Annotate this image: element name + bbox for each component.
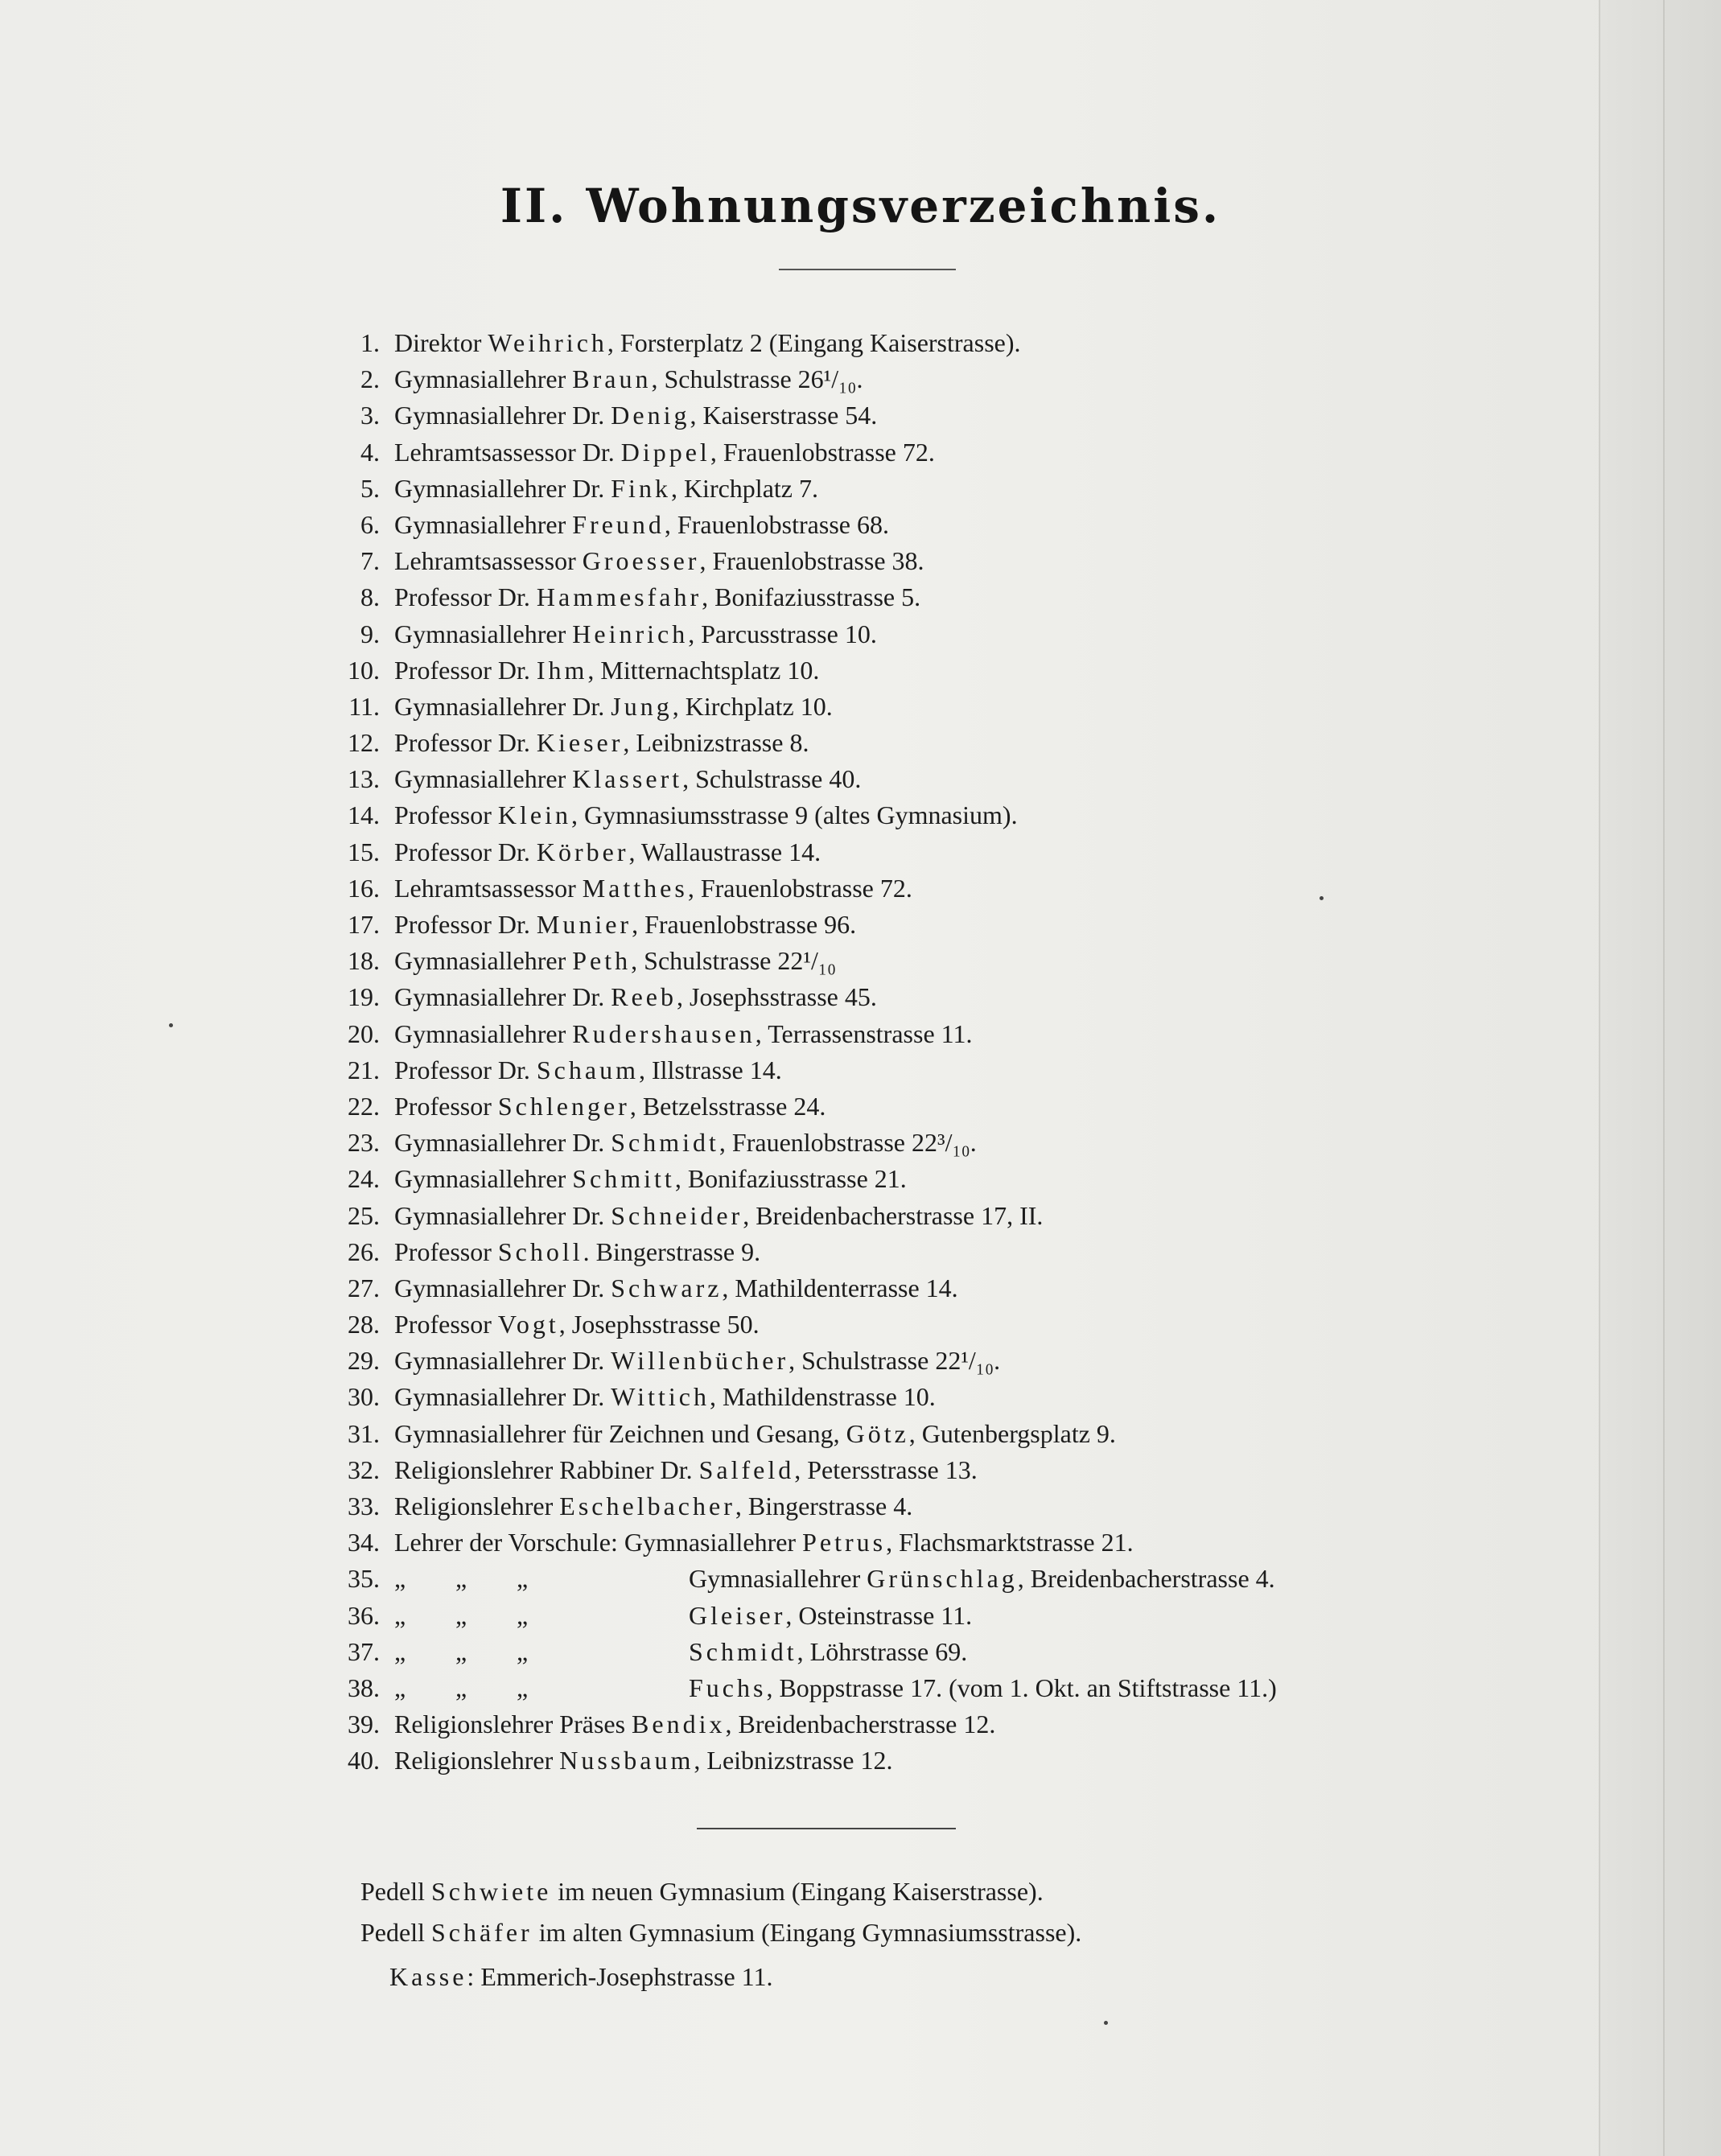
entry-title: Gymnasiallehrer <box>394 364 573 394</box>
entry-number: 17. <box>348 910 380 939</box>
list-item <box>322 543 1448 579</box>
ditto-marks <box>394 1561 578 1597</box>
entry-name: Eschelbacher <box>559 1492 735 1520</box>
list-item <box>322 1488 1448 1524</box>
entry-name: Wittich <box>611 1382 710 1412</box>
entry-name: Fink <box>611 473 671 503</box>
entry-name: Rudershausen <box>572 1018 756 1048</box>
list-item <box>322 1706 1448 1742</box>
entry-name: Schaum <box>536 1055 639 1084</box>
entry-address: , Forsterplatz 2 (Eingang Kaiserstrasse). <box>607 328 1021 357</box>
entry-address: , Parcusstrasse 10. <box>688 619 877 648</box>
list-item <box>322 1524 1448 1561</box>
footer-pedell-2 <box>360 1912 1081 1953</box>
entry-name: Fuchs <box>689 1673 767 1702</box>
entry-text <box>394 1088 826 1125</box>
entry-name: Jung <box>611 691 673 721</box>
entry-name: Schneider <box>611 1200 743 1230</box>
list-item <box>322 1742 1448 1779</box>
list-item <box>322 979 1448 1015</box>
ditto-mark: „ <box>394 1673 406 1702</box>
entry-number: 5. <box>360 473 380 503</box>
entry-address: , Frauenlobstrasse 72. <box>687 873 912 903</box>
entry-number: 31. <box>348 1418 380 1448</box>
entry-name: Schwarz <box>611 1273 723 1302</box>
entry-name: Bendix <box>632 1710 726 1739</box>
entry-title: Gymnasiallehrer <box>689 1564 867 1594</box>
entry-text <box>394 797 1018 833</box>
entry-number: 22. <box>348 1091 380 1121</box>
entry-name: Klein <box>497 800 571 830</box>
list-item <box>322 1379 1448 1415</box>
ditto-mark: „ <box>517 1564 529 1594</box>
entry-name: Reeb <box>611 982 677 1012</box>
list-item <box>322 1343 1448 1379</box>
entry-number: 28. <box>348 1310 380 1339</box>
ditto-mark: „ <box>394 1600 406 1630</box>
entry-title: Lehramtsassessor <box>394 546 583 576</box>
footer-pedell-2-pre: Pedell <box>360 1918 431 1947</box>
entry-name: Körber <box>536 837 629 866</box>
entry-number: 26. <box>348 1236 380 1266</box>
entry-title: Gymnasiallehrer <box>394 1018 573 1048</box>
entry-number: 8. <box>360 582 380 612</box>
list-item <box>322 616 1448 652</box>
entry-title: Gymnasiallehrer für Zeichnen und Gesang, <box>394 1418 846 1448</box>
entry-address: , Petersstrasse 13. <box>794 1454 978 1484</box>
ditto-mark: „ <box>517 1600 529 1630</box>
entry-title: Professor <box>394 1091 498 1121</box>
entry-address: , Mathildenstrasse 10. <box>709 1382 936 1412</box>
entry-number: 10. <box>348 655 380 685</box>
entry-address: , Breidenbacherstrasse 12. <box>725 1710 996 1739</box>
entry-title: Gymnasiallehrer Dr. <box>394 1382 611 1412</box>
list-item <box>322 725 1448 761</box>
entry-text <box>394 1198 1043 1234</box>
entry-number: 39. <box>348 1710 380 1739</box>
entry-text <box>394 1052 782 1088</box>
entry-text <box>394 397 877 434</box>
entry-name: Willenbücher <box>611 1346 789 1376</box>
ditto-mark: „ <box>455 1600 467 1630</box>
entry-name: Denig <box>611 401 690 430</box>
entry-number: 11. <box>348 691 380 721</box>
footer-pedell-1 <box>360 1871 1081 1912</box>
entry-address: , Osteinstrasse 11. <box>785 1600 973 1630</box>
list-item <box>322 870 1448 907</box>
entry-title: Religionslehrer Präses <box>394 1710 632 1739</box>
entry-address: , Josephsstrasse 45. <box>677 982 877 1012</box>
entry-number: 12. <box>348 728 380 758</box>
list-item <box>322 761 1448 797</box>
entry-text <box>689 1670 1277 1706</box>
entry-text <box>394 1488 912 1524</box>
list-item <box>322 834 1448 870</box>
entry-address: , Kirchplatz 7. <box>670 473 818 503</box>
list-item <box>322 1270 1448 1306</box>
entry-number: 27. <box>348 1273 380 1302</box>
ditto-mark: „ <box>517 1673 529 1702</box>
list-item <box>322 1416 1448 1452</box>
entry-title: Gymnasiallehrer <box>394 509 573 539</box>
footer-pedell-1-post: im neuen Gymnasium (Eingang Kaiserstrasse). <box>551 1877 1044 1906</box>
entry-number: 7. <box>360 546 380 576</box>
entry-name: Groesser <box>582 546 700 576</box>
entry-title: Religionslehrer <box>394 1746 560 1775</box>
entry-text <box>394 1416 1116 1452</box>
entry-text <box>394 1016 972 1052</box>
entry-title: Professor Dr. <box>394 655 537 685</box>
entry-number: 14. <box>348 800 380 830</box>
entry-text <box>394 1270 958 1306</box>
list-item <box>322 1198 1448 1234</box>
entry-number: 9. <box>360 619 380 648</box>
list-item <box>322 434 1448 471</box>
entry-address: , Bingerstrasse 4. <box>735 1492 913 1520</box>
entry-address: , Wallaustrasse 14. <box>628 837 821 866</box>
entry-address: , Frauenlobstrasse 96. <box>632 910 857 939</box>
entry-title: Direktor <box>394 328 488 357</box>
footer-kasse-address: : Emmerich-Josephstrasse 11. <box>467 1962 773 1991</box>
entry-title: Lehramtsassessor <box>394 873 583 903</box>
list-item <box>322 1634 1448 1670</box>
entry-title: Professor Dr. <box>394 728 537 758</box>
list-item <box>322 652 1448 689</box>
entry-address: , Schulstrasse 26¹/₁₀. <box>651 364 863 394</box>
entry-number: 16. <box>348 873 380 903</box>
ditto-mark: „ <box>455 1564 467 1594</box>
ditto-mark: „ <box>394 1636 406 1666</box>
entry-name: Munier <box>536 910 632 939</box>
entry-title: Professor Dr. <box>394 837 537 866</box>
entry-name: Braun <box>572 364 652 394</box>
entry-text <box>394 834 821 870</box>
entry-title: Professor Dr. <box>394 582 537 612</box>
entry-number: 37. <box>348 1636 380 1666</box>
entry-address: , Boppstrasse 17. (vom 1. Okt. an Stiftstrasse 11.) <box>766 1673 1277 1702</box>
entry-address: , Mathildenterrasse 14. <box>722 1273 958 1302</box>
list-item <box>322 907 1448 943</box>
entry-text <box>394 652 819 689</box>
entry-title: Professor Dr. <box>394 910 537 939</box>
entry-title: Professor Dr. <box>394 1055 537 1084</box>
ditto-mark: „ <box>517 1636 529 1666</box>
entry-name: Schlenger <box>497 1091 630 1121</box>
entry-address: , Kirchplatz 10. <box>672 691 833 721</box>
entry-number: 1. <box>360 328 380 357</box>
list-item <box>322 1234 1448 1270</box>
page-title: II. Wohnungsverzeichnis. <box>500 179 1221 233</box>
entry-text <box>689 1598 972 1634</box>
entry-title: Gymnasiallehrer <box>394 1164 573 1194</box>
list-item <box>322 1052 1448 1088</box>
entry-address: , Gymnasiumsstrasse 9 (altes Gymnasium). <box>570 800 1018 830</box>
entry-name: Vogt <box>497 1310 559 1339</box>
entry-name: Götz <box>846 1418 909 1448</box>
entry-address: . Bingerstrasse 9. <box>583 1236 761 1266</box>
entry-title: Religionslehrer Rabbiner Dr. <box>394 1454 699 1484</box>
entry-address: , Löhrstrasse 69. <box>797 1636 968 1666</box>
entry-text <box>394 361 863 397</box>
list-item <box>322 1452 1448 1488</box>
entry-number: 24. <box>348 1164 380 1194</box>
entry-name: Dippel <box>620 437 710 467</box>
entry-text <box>394 907 856 943</box>
entry-number: 36. <box>348 1600 380 1630</box>
entry-address: , Bonifaziusstrasse 21. <box>674 1164 907 1194</box>
list-item <box>322 507 1448 543</box>
entry-text <box>394 1161 907 1197</box>
entry-title: Professor <box>394 1236 498 1266</box>
entry-number: 4. <box>360 437 380 467</box>
entry-title: Gymnasiallehrer <box>394 764 573 794</box>
entry-number: 38. <box>348 1673 380 1702</box>
ditto-mark: „ <box>394 1564 406 1594</box>
entry-name: Petrus <box>802 1528 887 1557</box>
entry-number: 3. <box>360 401 380 430</box>
list-item <box>322 689 1448 725</box>
entry-name: Scholl <box>497 1236 583 1266</box>
entry-text <box>394 979 877 1015</box>
entry-address: , Schulstrasse 22¹/₁₀ <box>631 946 837 976</box>
entry-text <box>394 1234 760 1270</box>
entry-title: Gymnasiallehrer Dr. <box>394 473 611 503</box>
entry-name: Salfeld <box>698 1454 795 1484</box>
entry-text <box>394 579 920 615</box>
entry-number: 6. <box>360 509 380 539</box>
list-item <box>322 397 1448 434</box>
list-item <box>322 361 1448 397</box>
entry-name: Gleiser <box>689 1600 786 1630</box>
entry-text <box>394 870 912 907</box>
entry-number: 15. <box>348 837 380 866</box>
entry-text <box>689 1561 1275 1597</box>
entry-title: Gymnasiallehrer Dr. <box>394 1273 611 1302</box>
entry-number: 35. <box>348 1564 380 1594</box>
entry-number: 34. <box>348 1528 380 1557</box>
list-item <box>322 797 1448 833</box>
list-item <box>322 1670 1448 1706</box>
entry-name: Grünschlag <box>867 1564 1018 1594</box>
entry-text <box>394 543 924 579</box>
entry-address: , Betzelsstrasse 24. <box>629 1091 826 1121</box>
entry-address: , Leibnizstrasse 8. <box>623 728 809 758</box>
entry-address: , Bonifaziusstrasse 5. <box>702 582 921 612</box>
entry-number: 33. <box>348 1492 380 1520</box>
entry-address: , Breidenbacherstrasse 4. <box>1017 1564 1275 1594</box>
entry-title: Gymnasiallehrer Dr. <box>394 1128 611 1158</box>
entry-text <box>394 1125 977 1161</box>
footer-pedell-1-name: Schwiete <box>430 1877 552 1906</box>
entry-address: , Illstrasse 14. <box>638 1055 782 1084</box>
entry-address: , Frauenlobstrasse 68. <box>664 509 889 539</box>
ditto-marks <box>394 1670 578 1706</box>
speck <box>1320 896 1324 900</box>
entry-name: Nussbaum <box>559 1746 694 1775</box>
footer-pedell-2-post: im alten Gymnasium (Eingang Gymnasiumsstrasse). <box>532 1918 1082 1947</box>
entry-title: Religionslehrer <box>394 1492 560 1520</box>
page-edge-line <box>1663 0 1665 2156</box>
entry-name: Ihm <box>536 655 588 685</box>
entry-address: , Josephsstrasse 50. <box>558 1310 760 1339</box>
entry-title: Gymnasiallehrer Dr. <box>394 982 611 1012</box>
entry-text <box>394 689 833 725</box>
entry-title: Gymnasiallehrer <box>394 946 573 976</box>
ditto-marks <box>394 1634 578 1670</box>
entry-number: 23. <box>348 1128 380 1158</box>
entry-number: 19. <box>348 982 380 1012</box>
entry-text <box>394 1524 1134 1561</box>
entry-name: Schmidt <box>689 1636 797 1666</box>
entry-address: , Kaiserstrasse 54. <box>690 401 878 430</box>
footer-pedell-1-pre: Pedell <box>360 1877 431 1906</box>
list-item <box>322 1306 1448 1343</box>
list-item <box>322 1561 1448 1597</box>
entry-address: , Breidenbacherstrasse 17, II. <box>743 1200 1044 1230</box>
footer-kasse <box>360 1956 1081 1998</box>
entry-text <box>394 761 861 797</box>
list-item <box>322 325 1448 361</box>
entry-address: , Gutenbergsplatz 9. <box>908 1418 1116 1448</box>
entry-address: , Leibnizstrasse 12. <box>694 1746 893 1775</box>
list-item <box>322 943 1448 979</box>
entry-number: 20. <box>348 1018 380 1048</box>
list-item <box>322 1088 1448 1125</box>
entry-name: Hammesfahr <box>536 582 702 612</box>
entry-number: 40. <box>348 1746 380 1775</box>
divider-top <box>779 269 956 270</box>
entry-text <box>394 725 809 761</box>
entry-text <box>689 1634 967 1670</box>
entry-number: 18. <box>348 946 380 976</box>
entry-address: , Frauenlobstrasse 22³/₁₀. <box>718 1128 977 1158</box>
divider-bottom <box>697 1828 956 1829</box>
entry-text <box>394 943 836 979</box>
entry-number: 29. <box>348 1346 380 1376</box>
entry-title: Gymnasiallehrer Dr. <box>394 1200 611 1230</box>
footer-pedell-2-name: Schäfer <box>430 1918 533 1947</box>
entry-title: Gymnasiallehrer <box>394 619 573 648</box>
entry-title: Gymnasiallehrer Dr. <box>394 1346 611 1376</box>
entry-number: 32. <box>348 1454 380 1484</box>
entry-address: , Schulstrasse 22¹/₁₀. <box>788 1346 1001 1376</box>
speck <box>169 1023 173 1027</box>
entry-name: Peth <box>572 946 632 976</box>
entry-title: Gymnasiallehrer Dr. <box>394 401 611 430</box>
ditto-marks <box>394 1598 578 1634</box>
ditto-mark: „ <box>455 1673 467 1702</box>
entry-number: 2. <box>360 364 380 394</box>
entry-title: Lehramtsassessor Dr. <box>394 437 621 467</box>
footer-kasse-label: Kasse <box>389 1962 467 1991</box>
footer <box>360 1871 1081 1998</box>
list-item <box>322 1161 1448 1197</box>
list-item <box>322 1016 1448 1052</box>
entry-text <box>394 1306 760 1343</box>
entry-text <box>394 507 889 543</box>
entry-text <box>394 1452 978 1488</box>
entry-number: 25. <box>348 1200 380 1230</box>
entry-text <box>394 325 1021 361</box>
entry-title: Gymnasiallehrer Dr. <box>394 691 611 721</box>
entry-number: 13. <box>348 764 380 794</box>
list-item <box>322 1125 1448 1161</box>
entry-text <box>394 471 818 507</box>
speck <box>1104 2021 1108 2025</box>
entry-text <box>394 1706 995 1742</box>
list-item <box>322 579 1448 615</box>
entry-text <box>394 1742 892 1779</box>
entry-address: , Frauenlobstrasse 38. <box>699 546 924 576</box>
entry-address: , Frauenlobstrasse 72. <box>710 437 935 467</box>
entry-name: Matthes <box>582 873 688 903</box>
entry-address: , Flachsmarktstrasse 21. <box>886 1528 1134 1557</box>
entry-address: , Mitternachtsplatz 10. <box>587 655 820 685</box>
entry-title: Professor <box>394 800 498 830</box>
entry-text <box>394 1343 1000 1379</box>
entry-number: 30. <box>348 1382 380 1412</box>
entry-text <box>394 1379 936 1415</box>
entry-name: Heinrich <box>572 619 689 648</box>
entry-address: , Terrassenstrasse 11. <box>755 1018 973 1048</box>
entry-name: Freund <box>572 509 665 539</box>
ditto-mark: „ <box>455 1636 467 1666</box>
list-item <box>322 471 1448 507</box>
entry-name: Schmidt <box>611 1128 719 1158</box>
entry-text <box>394 434 935 471</box>
entry-name: Schmitt <box>572 1164 675 1194</box>
residence-list <box>322 325 1448 1780</box>
entry-text <box>394 616 877 652</box>
list-item <box>322 1598 1448 1634</box>
entry-name: Kieser <box>536 728 624 758</box>
entry-name: Weihrich <box>488 328 607 357</box>
entry-title: Professor <box>394 1310 498 1339</box>
entry-number: 21. <box>348 1055 380 1084</box>
entry-name: Klassert <box>572 764 683 794</box>
entry-address: , Schulstrasse 40. <box>682 764 862 794</box>
entry-title: Lehrer der Vorschule: Gymnasiallehrer <box>394 1528 803 1557</box>
page-edge <box>1599 0 1721 2156</box>
